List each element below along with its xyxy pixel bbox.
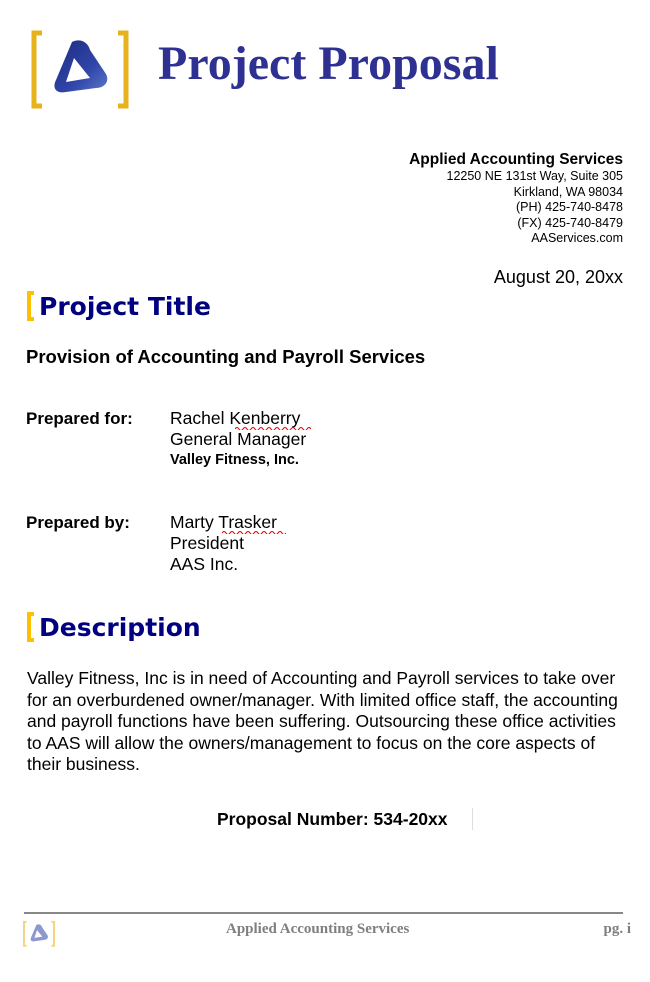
spellcheck-squiggle — [235, 426, 311, 430]
footer-logo-icon — [22, 920, 56, 948]
phone-number: (PH) 425-740-8478 — [515, 200, 623, 214]
address-line-2: Kirkland, WA 98034 — [513, 184, 623, 199]
page-number: pg. i — [603, 921, 631, 937]
address-line-1: 12250 NE 131st Way, Suite 305 — [446, 169, 623, 183]
description-heading-text: Description — [39, 613, 201, 642]
text-cursor — [472, 808, 473, 830]
project-title-heading-text: Project Title — [39, 292, 211, 321]
prepared-for-label: Prepared for: — [26, 409, 133, 428]
prepared-for-name-text: Rachel Kenberry — [170, 408, 301, 428]
company-logo-icon — [28, 30, 132, 110]
prepared-by-label: Prepared by: — [26, 513, 130, 532]
document-date: August 20, 20xx — [493, 267, 623, 287]
prepared-by-title: President — [170, 533, 244, 553]
website: AAServices.com — [531, 231, 623, 245]
description-text: Valley Fitness, Inc is in need of Accounting and Payroll services to take over for an overburdened owner/manager. With limited office staff, the accounting and payroll functions have been suffering. Outsourcing these office activities to AAS will allow the owners/management to focus on the core aspects of their business. — [27, 668, 618, 774]
prepared-by-name: Marty Trasker — [170, 512, 277, 532]
bracket-icon — [27, 291, 34, 321]
footer-divider — [24, 912, 623, 914]
prepared-for-name — [170, 408, 300, 428]
project-title-text: Provision of Accounting and Payroll Services — [26, 346, 426, 367]
prepared-for-title: General Manager — [170, 429, 307, 449]
spellcheck-squiggle — [222, 530, 286, 534]
prepared-for-block — [170, 408, 306, 471]
fax-number: (FX) 425-740-8479 — [517, 215, 623, 230]
company-name: Applied Accounting Services — [409, 151, 623, 168]
prepared-by-company: AAS Inc. — [170, 554, 239, 574]
project-title-heading — [27, 291, 211, 323]
company-address-block — [409, 151, 623, 247]
prepared-by-block — [170, 512, 277, 575]
footer-company: Applied Accounting Services — [226, 921, 410, 937]
bracket-icon — [27, 612, 34, 642]
description-heading — [27, 612, 201, 644]
proposal-number: Proposal Number: 534-20xx — [217, 809, 448, 829]
prepared-for-company: Valley Fitness, Inc. — [170, 452, 299, 468]
document-title: Project Proposal — [158, 37, 499, 90]
